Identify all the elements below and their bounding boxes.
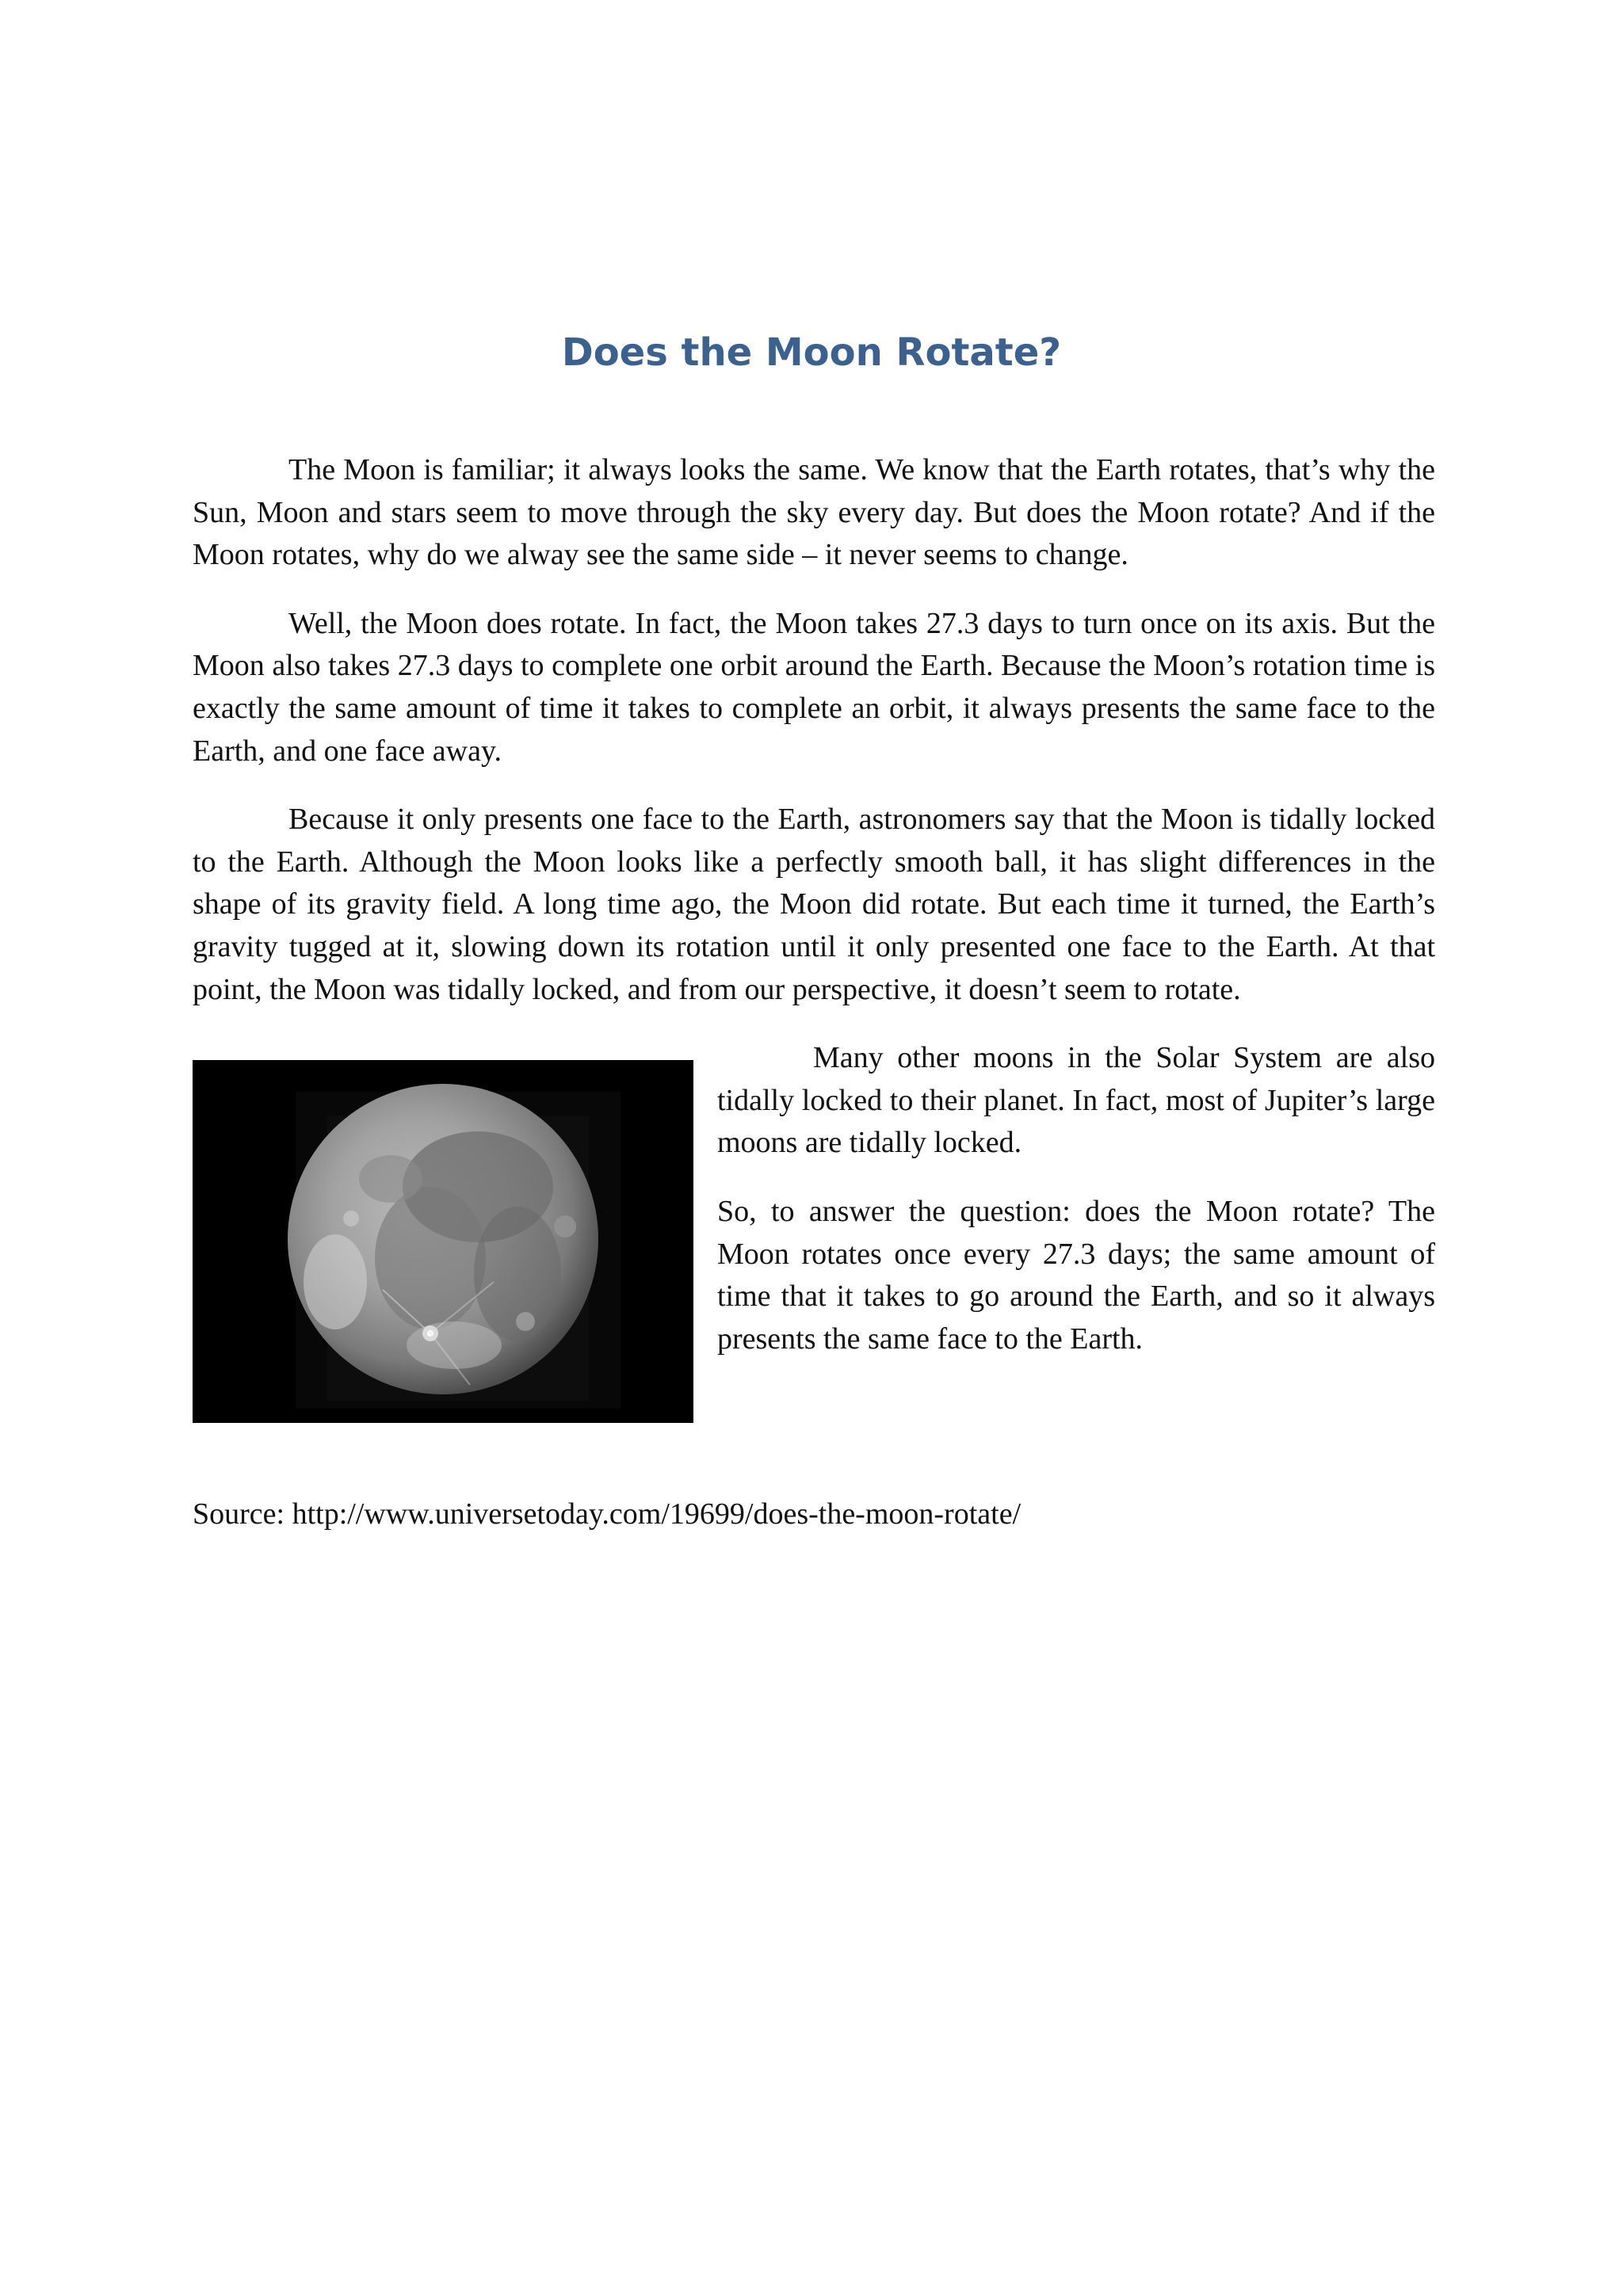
paragraph-3 <box>193 799 1435 1011</box>
source-citation: Source: http://www.universetoday.com/19699/does-the-moon-rotate/ <box>193 1497 1022 1531</box>
article-body <box>193 449 1435 1431</box>
paragraph-4-text: Many other moons in the Solar System are also tidally locked to their planet. In fact, most of Jupiter’s large moons are tidally locked. <box>717 1041 1435 1160</box>
paragraph-1: The Moon is familiar; it always looks the same. We know that the Earth rotates, that’s why the Sun, Moon and stars seem to move through the sky every day. But does the Moon rotate? And if the Moon rotates, why do we alway see the same side – it never seems to change. <box>193 453 1435 572</box>
paragraph-5-text: So, to answer the question: does the Moon rotate? The Moon rotates once every 27.3 days; the same amount of time that it takes to go around the Earth, and so it always presents the same face to the Earth. <box>717 1194 1435 1356</box>
moon-photo-icon <box>193 1060 693 1423</box>
moon-image <box>193 1060 693 1423</box>
paragraph-3-text: Because it only presents one face to the Earth, astronomers say that the Moon is tidally locked to the Earth. Although the Moon looks like a perfectly smooth ball, it has slight differences in the shape of its gravity field. A long time ago, the Moon did rotate. But each time it turned, the Earth’s gravity tugged at it, slowing down its rotation until it only presented one face to the Earth. At that point, the Moon was tidally locked, and from our perspective, it doesn’t seem to rotate. <box>193 803 1435 1006</box>
page-title: Does the Moon Rotate? <box>561 330 1062 375</box>
paragraph-2: Well, the Moon does rotate. In fact, the Moon takes 27.3 days to turn once on its axis. But the Moon also takes 27.3 days to complete one orbit around the Earth. Because the Moon’s rotation time is exactly the same amount of time it takes to complete an orbit, it always presents the same face to the Earth, and one face away. <box>193 606 1435 768</box>
